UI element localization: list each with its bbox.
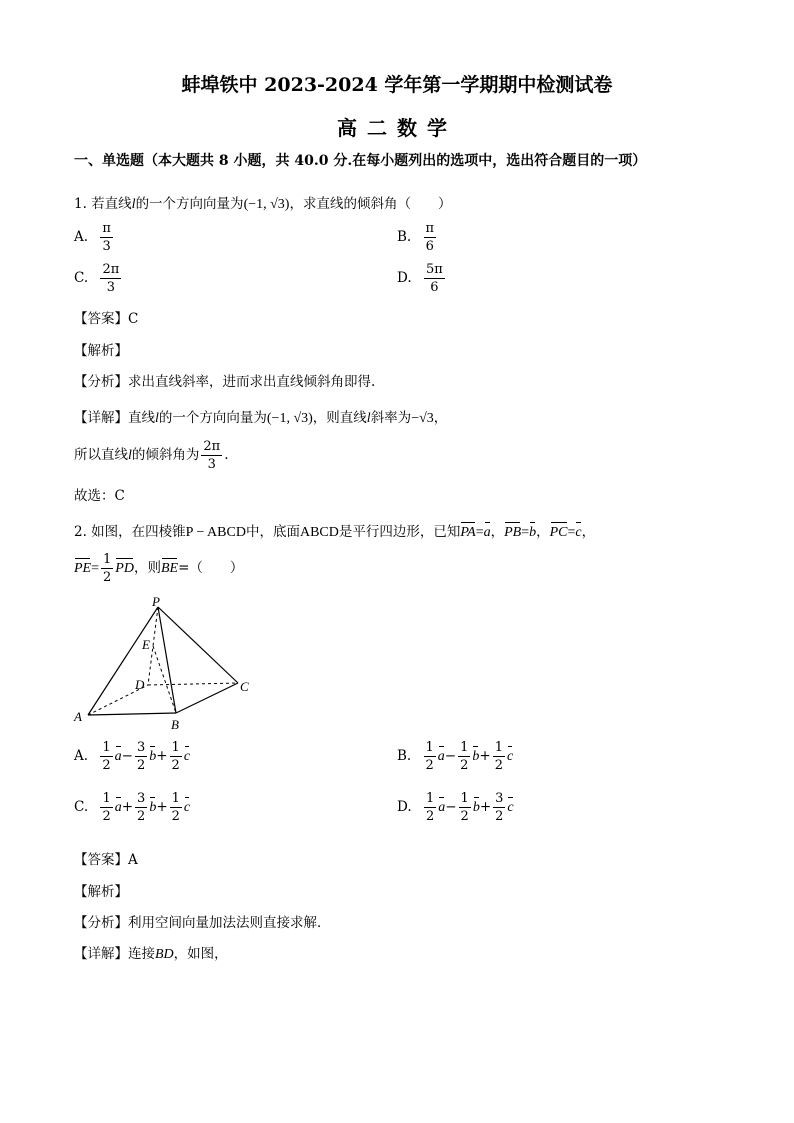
vec-c: c <box>575 525 582 540</box>
analysis-text: 利用空间向量加法法则直接求解． <box>128 915 331 931</box>
vec-pb: PB <box>504 525 522 540</box>
var-l: l <box>128 448 132 463</box>
q1-option-d <box>397 263 447 294</box>
option-label: B. <box>397 229 412 245</box>
q1-detail <box>74 406 447 427</box>
q1-option-c <box>74 263 123 294</box>
frac-num: π <box>102 221 111 236</box>
q2-option-d <box>397 792 514 823</box>
frac-num: π <box>425 221 435 236</box>
q2-stem-line2 <box>74 553 243 584</box>
vec-a: a <box>438 800 446 815</box>
detail-text: 连接 <box>128 946 155 962</box>
coef-den: 2 <box>171 758 180 773</box>
coef-den: 2 <box>136 758 146 773</box>
detail-text: 直线 <box>128 410 155 426</box>
vec-c: c <box>183 800 191 815</box>
detail-tag: 【详解】 <box>74 410 128 426</box>
detail-vector: (−1, √3) <box>266 411 313 426</box>
eq-sign: = <box>521 525 530 540</box>
coef: 3 <box>495 791 504 806</box>
pyramid-figure <box>68 595 268 735</box>
frac-den: 6 <box>430 280 439 295</box>
q1-stem <box>74 192 451 213</box>
coef: 1 <box>171 740 180 755</box>
vec-b: b <box>529 525 537 540</box>
q2-pyramid: P − ABCD <box>185 525 246 540</box>
coef: 1 <box>102 791 111 806</box>
q1-analysis <box>74 370 375 390</box>
operator: + <box>479 799 492 815</box>
label-d: D <box>135 677 145 692</box>
analysis-tag: 【分析】 <box>74 374 128 390</box>
vec-pa: PA <box>460 525 476 540</box>
vec-pe: PE <box>74 561 92 576</box>
frac-den: 2 <box>103 570 112 585</box>
coef-den: 2 <box>460 809 469 824</box>
coef: 1 <box>460 740 469 755</box>
eq-sign: = <box>567 525 576 540</box>
q2-option-a <box>74 741 190 772</box>
coef-den: 2 <box>460 758 469 773</box>
label-a: A <box>74 709 82 724</box>
option-label: B. <box>397 748 412 764</box>
vec-pd: PD <box>115 561 134 576</box>
edge-pc <box>158 607 238 683</box>
q1-var-l: l <box>131 197 136 212</box>
conclusion-end: . <box>224 447 229 463</box>
segment-bd: BD <box>155 947 174 962</box>
detail-slope: −√3 <box>411 411 434 426</box>
q2-stem-text: 是平行四边形，已知 <box>338 524 461 540</box>
eq-sign: = <box>475 525 484 540</box>
eq-sign: = <box>91 561 100 576</box>
comma: ， <box>490 524 505 540</box>
q1-option-b <box>397 222 438 253</box>
vec-be: BE <box>160 561 179 576</box>
operator: + <box>156 748 168 764</box>
vec-a: a <box>114 800 122 815</box>
label-p: P <box>152 595 160 609</box>
operator: + <box>156 799 168 815</box>
q2-answer: 【答案】A <box>74 852 138 868</box>
q2-stem-text: 中，底面 <box>245 524 300 540</box>
detail-end: ，如图， <box>173 946 228 962</box>
coef-den: 2 <box>425 758 434 773</box>
answer-blank: =（ ） <box>178 560 244 576</box>
vec-b: b <box>472 749 480 764</box>
q1-stem-text2: 的一个方向向量为 <box>135 196 244 212</box>
coef: 3 <box>136 740 146 755</box>
vec-pc: PC <box>549 525 568 540</box>
detail-text: 斜率为 <box>370 410 412 426</box>
coef-den: 2 <box>102 809 111 824</box>
q2-option-c <box>74 792 190 823</box>
segment-eb <box>153 646 176 713</box>
edge-bc <box>176 683 238 713</box>
vec-b: b <box>472 800 480 815</box>
coef-den: 2 <box>137 809 146 824</box>
edge-pa <box>88 607 158 715</box>
edge-ab <box>88 713 176 715</box>
q1-answer: 【答案】C <box>74 311 139 327</box>
option-label: C. <box>74 799 89 815</box>
q2-stem-text: 2. 如图，在四棱锥 <box>74 524 186 540</box>
q2-jiexi: 【解析】 <box>74 884 128 900</box>
label-e: E <box>142 637 150 652</box>
vec-a: a <box>483 525 491 540</box>
q2-analysis <box>74 911 331 931</box>
q1-option-a <box>74 222 115 253</box>
vec-c: c <box>183 749 191 764</box>
conclusion-text: 的倾斜角为 <box>131 447 200 463</box>
q1-conclusion <box>74 440 229 471</box>
frac-num: 2π <box>102 262 120 277</box>
q2-base: ABCD <box>299 525 339 540</box>
var-l: l <box>155 411 159 426</box>
section-heading: 一、单选题（本大题共 8 小题，共 40.0 分.在每小题列出的选项中，选出符合题目的一项） <box>74 153 647 169</box>
label-c: C <box>240 679 249 694</box>
exam-title: 蚌埠铁中 2023-2024 学年第一学期期中检测试卷 <box>181 74 613 96</box>
q1-vector: (−1, √3) <box>243 197 290 212</box>
detail-text: ，则直线 <box>312 410 367 426</box>
q1-final: 故选：C <box>74 488 125 504</box>
detail-text: 的一个方向向量为 <box>158 410 267 426</box>
vec-b: b <box>149 749 157 764</box>
option-label: A. <box>74 229 89 245</box>
q1-jiexi: 【解析】 <box>74 343 128 359</box>
exam-subtitle: 高二数学 <box>337 116 457 140</box>
frac-den: 6 <box>425 239 434 254</box>
q2-stem <box>74 520 595 541</box>
frac-num: 2π <box>203 439 221 454</box>
coef-den: 2 <box>495 809 504 824</box>
frac-num: 5π <box>425 262 443 277</box>
frac-num: 1 <box>103 552 112 567</box>
option-label: A. <box>74 748 89 764</box>
comma: ， <box>536 524 550 540</box>
coef-den: 2 <box>102 758 111 773</box>
label-b: B <box>171 717 179 732</box>
comma: ， <box>581 524 596 540</box>
operator: − <box>121 748 133 764</box>
edge-dc <box>148 683 238 685</box>
edge-pb <box>158 607 176 713</box>
then-text: ，则 <box>133 560 161 576</box>
frac-den: 3 <box>102 239 111 254</box>
coef: 1 <box>102 740 111 755</box>
vec-a: a <box>437 749 445 764</box>
vec-a: a <box>114 749 122 764</box>
analysis-text: 求出直线斜率，进而求出直线倾斜角即得. <box>128 374 376 390</box>
frac-den: 3 <box>207 457 216 472</box>
operator: − <box>444 748 457 764</box>
q1-stem-text: 1. 若直线 <box>74 196 132 212</box>
coef: 1 <box>460 791 469 806</box>
coef: 1 <box>425 791 435 806</box>
coef-den: 2 <box>171 809 180 824</box>
option-label: D. <box>397 799 412 815</box>
analysis-tag: 【分析】 <box>74 915 128 931</box>
detail-text: ， <box>433 410 448 426</box>
operator: + <box>479 748 491 764</box>
coef: 1 <box>425 740 434 755</box>
coef-den: 2 <box>494 758 503 773</box>
vec-b: b <box>149 800 157 815</box>
q2-option-b <box>397 741 513 772</box>
coef: 1 <box>494 740 503 755</box>
coef: 3 <box>137 791 146 806</box>
option-label: C. <box>74 270 89 286</box>
coef: 1 <box>171 791 180 806</box>
operator: − <box>445 799 457 815</box>
vec-c: c <box>506 749 514 764</box>
detail-tag: 【详解】 <box>74 946 128 962</box>
q1-stem-text3: ，求直线的倾斜角（ ） <box>289 196 452 212</box>
q2-detail <box>74 942 228 963</box>
conclusion-text: 所以直线 <box>74 447 128 463</box>
vec-c: c <box>507 800 514 815</box>
option-label: D. <box>397 270 412 286</box>
coef-den: 2 <box>425 809 435 824</box>
frac-den: 3 <box>106 280 115 295</box>
var-l: l <box>366 411 371 426</box>
operator: + <box>121 799 134 815</box>
